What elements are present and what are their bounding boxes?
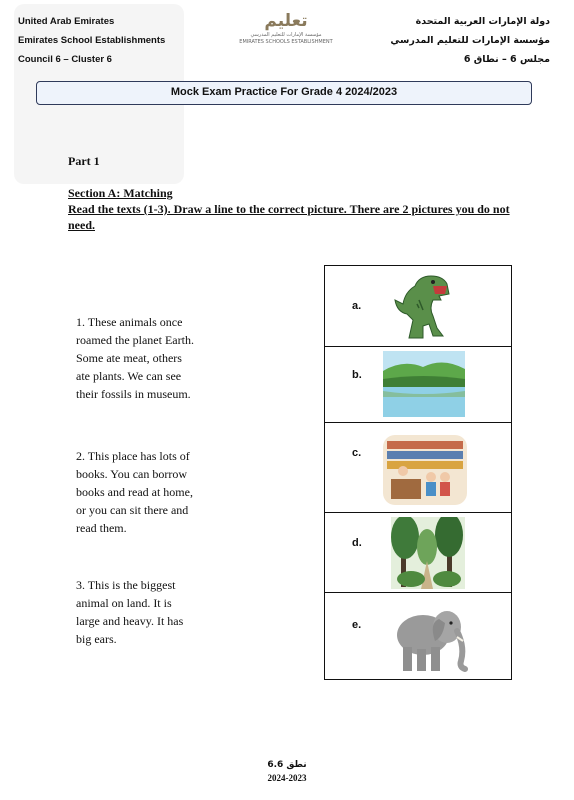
text-line: books and read at home, [76, 485, 193, 499]
picture-letter: c. [352, 447, 362, 459]
question-text-2 [76, 447, 236, 537]
question-text-3 [76, 576, 236, 648]
picture-cell-d[interactable] [325, 512, 511, 592]
forest-icon [391, 517, 465, 589]
text-line: their fossils in museum. [76, 387, 191, 401]
picture-cell-a[interactable] [325, 266, 511, 346]
header-en-line: United Arab Emirates [18, 16, 115, 27]
school-logo [236, 10, 336, 58]
header-en-line: Emirates School Establishments [18, 35, 166, 46]
library-icon [381, 433, 469, 507]
text-line: Some ate meat, others [76, 351, 182, 365]
text-line: large and heavy. It has [76, 614, 184, 628]
header-ar-line: دولة الإمارات العربية المتحدة [415, 16, 550, 27]
picture-grid [324, 265, 512, 680]
footer-line-2: 2024-2023 [267, 773, 307, 783]
picture-letter: a. [352, 300, 362, 312]
picture-letter: d. [352, 537, 362, 549]
picture-cell-e[interactable] [325, 592, 511, 680]
text-line: read them. [76, 521, 127, 535]
picture-cell-c[interactable] [325, 422, 511, 512]
header-en-line: Council 6 – Cluster 6 [18, 54, 112, 65]
section-title: Section A: Matching [68, 186, 173, 200]
header-arabic [390, 12, 550, 69]
lake-landscape-icon [383, 351, 465, 417]
logo-mark: تعليم [264, 11, 308, 31]
text-line: roamed the planet Earth. [76, 333, 194, 347]
dinosaur-icon [389, 270, 459, 342]
text-line: ate plants. We can see [76, 369, 182, 383]
text-line: big ears. [76, 632, 117, 646]
header-english [18, 12, 165, 69]
footer-line-1: نطق 6.6 [267, 760, 307, 770]
exam-banner: Mock Exam Practice For Grade 4 2024/2023 [36, 81, 532, 105]
text-line: books. You can borrow [76, 467, 187, 481]
picture-letter: e. [352, 619, 362, 631]
instructions: Read the texts (1-3). Draw a line to the correct picture. There are 2 pictures you do not need. [68, 202, 510, 232]
header-ar-line: مجلس 6 – نطاق 6 [463, 54, 550, 65]
logo-english: EMIRATES SCHOOLS ESTABLISHMENT [239, 39, 333, 45]
text-line: or you can sit there and [76, 503, 189, 517]
part-title: Part 1 [68, 154, 100, 168]
picture-cell-b[interactable] [325, 346, 511, 422]
text-line: animal on land. It is [76, 596, 172, 610]
text-line: 1. These animals once [76, 315, 183, 329]
text-line: 2. This place has lots of [76, 449, 190, 463]
text-line: 3. This is the biggest [76, 578, 176, 592]
elephant-icon [391, 597, 471, 675]
picture-letter: b. [352, 369, 362, 381]
question-text-1 [76, 313, 236, 403]
logo-arabic: مؤسسة الإمارات للتعليم المدرسي [250, 32, 322, 38]
header-ar-line: مؤسسة الإمارات للتعليم المدرسي [390, 35, 550, 46]
